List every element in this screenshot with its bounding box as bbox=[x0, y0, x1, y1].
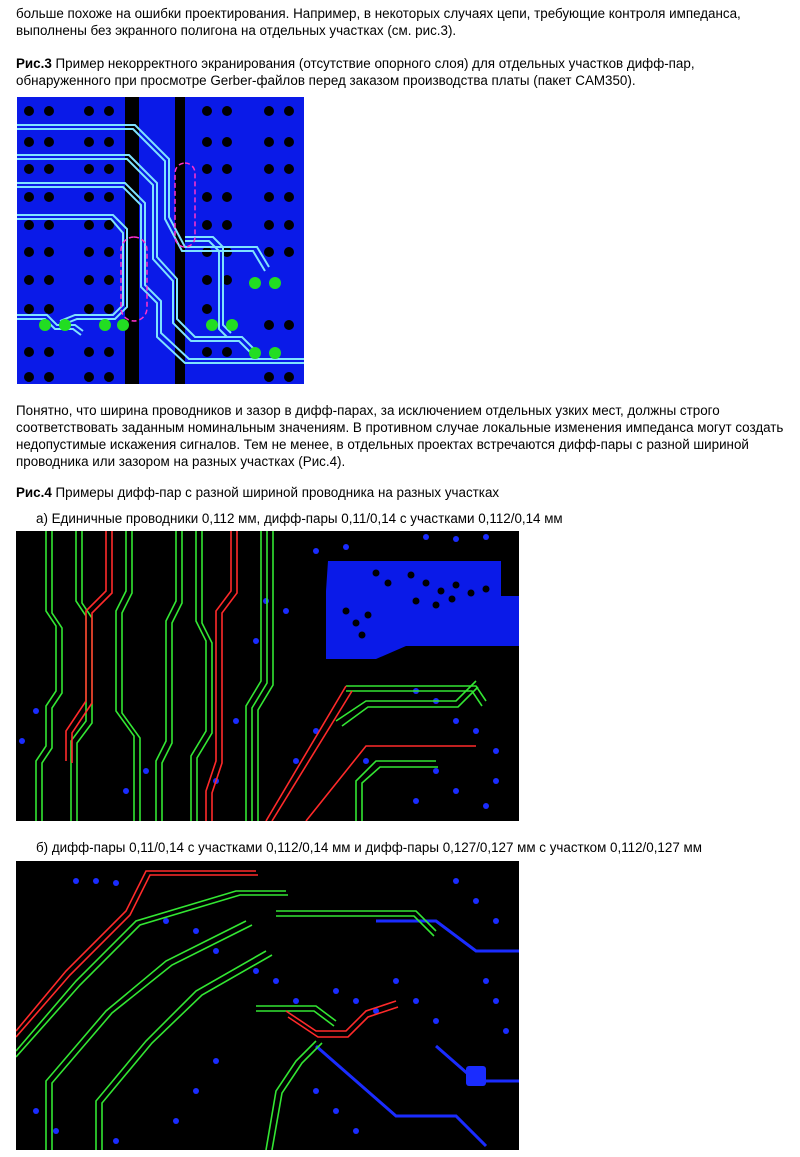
figure-3-pcb-image bbox=[17, 97, 304, 384]
figure-4b-pcb-image bbox=[16, 861, 519, 1150]
figure-4a-caption: а) Единичные проводники 0,112 мм, дифф-пары 0,11/0,14 с участками 0,112/0,14 мм bbox=[36, 511, 563, 526]
figure-4a-pcb-image bbox=[16, 531, 519, 821]
intro-paragraph: больше похоже на ошибки проектирования. Например, в некоторых случаях цепи, требующие контроля импеданса, выполнены без экранного полигона на отдельных участках (см. рис.3). bbox=[16, 6, 741, 38]
figure-3-label: Рис.3 bbox=[16, 56, 52, 71]
body-paragraph: Понятно, что ширина проводников и зазор в дифф-парах, за исключением отдельных узких мест, должны строго соответствовать заданным номинальным значениям. В противном случае локальные изменения импеданса могут создать недопустимые искажения сигналов. Тем не менее, в отдельных проектах встречаются дифф-пары с разной шириной проводника или зазором на разных участках (Рис.4). bbox=[16, 403, 784, 469]
figure-4-caption-text: Примеры дифф-пар с разной шириной проводника на разных участках bbox=[55, 485, 500, 500]
figure-4-caption bbox=[16, 484, 786, 501]
figure-4-label: Рис.4 bbox=[16, 485, 52, 500]
figure-3-caption-text: Пример некорректного экранирования (отсутствие опорного слоя) для отдельных участков дифф-пар, обнаруженного при просмотре Gerber-файлов перед заказом производства платы (пакет CAM350). bbox=[16, 56, 695, 88]
figure-3-caption bbox=[16, 55, 786, 89]
figure-4b-caption: б) дифф-пары 0,11/0,14 с участками 0,112/0,14 мм и дифф-пары 0,127/0,127 мм с участком 0,112/0,127 мм bbox=[36, 840, 702, 855]
